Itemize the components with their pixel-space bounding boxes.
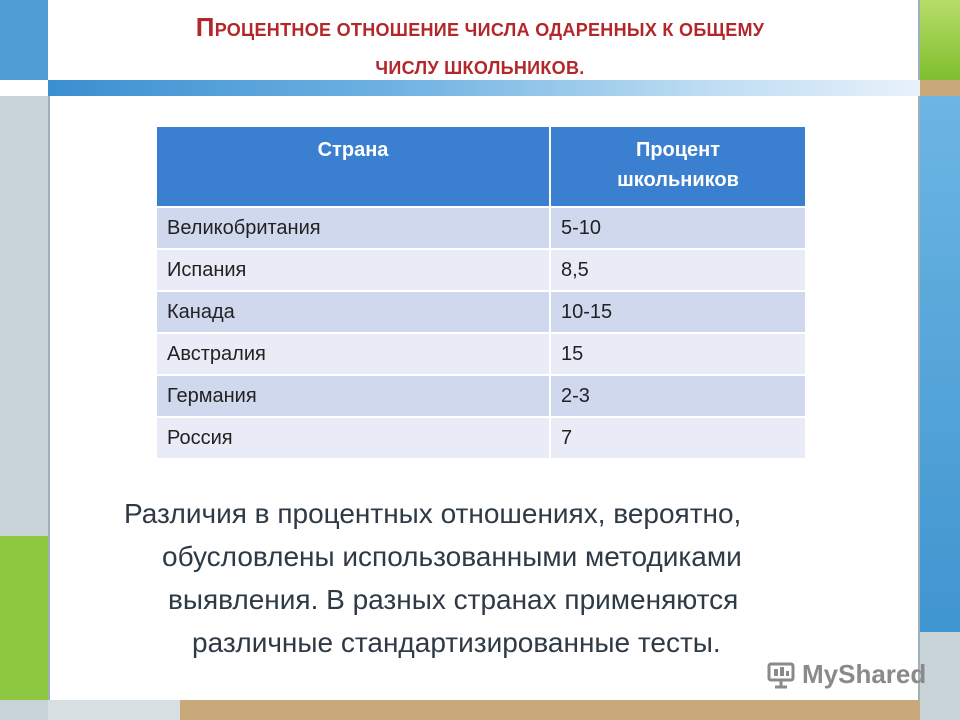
frame-band-bottom <box>180 700 920 720</box>
paragraph-line: Различия в процентных отношениях, вероятно, <box>124 498 742 529</box>
table-row <box>157 375 805 417</box>
presentation-board-icon <box>766 659 796 689</box>
table-row <box>157 417 805 458</box>
table-row <box>157 333 805 375</box>
table-row <box>157 291 805 333</box>
header-country: Страна <box>157 127 550 207</box>
frame-block-right-blue <box>920 96 960 632</box>
frame-block-left-green <box>0 536 48 700</box>
gifted-percentage-table <box>157 127 805 458</box>
frame-block-right-green <box>920 0 960 80</box>
cell-percent: 5-10 <box>550 207 805 249</box>
frame-block-left-middle <box>0 96 48 536</box>
table-header-row <box>157 127 805 207</box>
watermark <box>766 656 926 692</box>
title-line-1: РОЦЕНТНОЕ ОТНОШЕНИЕ ЧИСЛА ОДАРЕННЫХ К ОБЩЕМУ <box>214 20 765 40</box>
cell-country: Россия <box>157 417 550 458</box>
cell-percent: 8,5 <box>550 249 805 291</box>
cell-country: Испания <box>157 249 550 291</box>
table-row <box>157 207 805 249</box>
cell-country: Канада <box>157 291 550 333</box>
paragraph-line: обусловлены использованными методиками <box>162 541 742 572</box>
frame-block-left-top <box>0 0 48 80</box>
frame-band-bottom-left <box>48 700 180 720</box>
frame-block-left-bottom <box>0 700 48 720</box>
cell-country: Великобритания <box>157 207 550 249</box>
stripe-edge-block <box>920 80 960 96</box>
cell-country: Австралия <box>157 333 550 375</box>
paragraph-line: различные стандартизированные тесты. <box>192 627 721 658</box>
cell-percent: 7 <box>550 417 805 458</box>
cell-percent: 10-15 <box>550 291 805 333</box>
watermark-text: MyShared <box>802 658 927 689</box>
slide-title <box>60 8 900 87</box>
header-percent-label: Процент школьников <box>617 139 739 191</box>
header-percent <box>550 127 805 207</box>
title-capital-letter: П <box>195 12 215 42</box>
paragraph-line: выявления. В разных странах применяются <box>168 584 739 615</box>
cell-country: Германия <box>157 375 550 417</box>
table-row <box>157 249 805 291</box>
cell-percent: 2-3 <box>550 375 805 417</box>
explanation-paragraph <box>110 492 850 664</box>
title-line-2: ЧИСЛУ ШКОЛЬНИКОВ. <box>375 58 585 78</box>
cell-percent: 15 <box>550 333 805 375</box>
